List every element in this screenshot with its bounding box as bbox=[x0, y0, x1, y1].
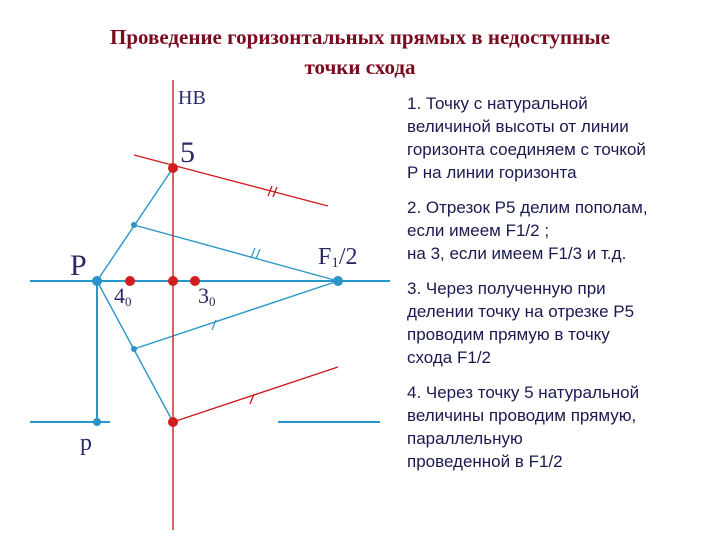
point-f bbox=[333, 276, 343, 286]
line-mid-lower-to-f bbox=[134, 281, 338, 349]
label-4 bbox=[114, 283, 132, 309]
label-3-sub: 0 bbox=[209, 294, 216, 309]
label-p: P bbox=[70, 249, 87, 282]
step-2-line-2: если имеем F1/2 ; bbox=[407, 221, 550, 240]
label-4-sub: 0 bbox=[125, 294, 132, 309]
tick-mark-mid-a bbox=[251, 248, 255, 258]
step-4-line-3: параллельную bbox=[407, 429, 523, 448]
step-4-line-4: проведенной в F1/2 bbox=[407, 452, 563, 471]
label-f-main: F bbox=[318, 244, 332, 270]
step-2-line-1: 2. Отрезок P5 делим пополам, bbox=[407, 198, 648, 217]
step-3-line-3: проводим прямую в точку bbox=[407, 325, 610, 344]
point-p-lower bbox=[93, 418, 101, 426]
parallel-line-upper bbox=[134, 155, 328, 206]
step-1-line-2: величиной высоты от линии bbox=[407, 117, 629, 136]
label-4-main: 4 bbox=[114, 283, 125, 308]
label-f12 bbox=[318, 244, 358, 271]
point-p bbox=[92, 276, 102, 286]
label-hb: HB bbox=[178, 87, 206, 109]
label-5: 5 bbox=[180, 136, 195, 169]
step-2-line-3: на 3, если имеем F1/3 и т.д. bbox=[407, 244, 627, 263]
step-1-line-4: P на линии горизонта bbox=[407, 163, 577, 182]
step-1 bbox=[407, 92, 707, 184]
step-1-line-3: горизонта соединяем с точкой bbox=[407, 140, 646, 159]
label-f-sub: 1 bbox=[331, 255, 339, 271]
label-3-main: 3 bbox=[198, 283, 209, 308]
point-mid-lower bbox=[131, 346, 137, 352]
step-1-line-1: 1. Точку с натуральной bbox=[407, 94, 588, 113]
label-f-den: /2 bbox=[338, 244, 358, 270]
point-axis bbox=[168, 276, 178, 286]
step-4-line-1: 4. Через точку 5 натуральной bbox=[407, 383, 640, 402]
title-line-2: точки схода bbox=[304, 55, 416, 79]
step-4-line-2: величины проводим прямую, bbox=[407, 406, 637, 425]
label-3 bbox=[198, 283, 216, 309]
step-2 bbox=[407, 196, 707, 265]
label-p-lower: p bbox=[80, 430, 92, 456]
step-3-line-1: 3. Через полученную при bbox=[407, 279, 606, 298]
point-base bbox=[168, 417, 178, 427]
point-4 bbox=[125, 276, 135, 286]
parallel-line-lower bbox=[173, 367, 338, 422]
line-mid-upper-to-f bbox=[134, 225, 338, 281]
step-4 bbox=[407, 381, 707, 473]
title-line-1: Проведение горизонтальных прямых в недоступные bbox=[110, 25, 610, 49]
tick-mark-lower-blue bbox=[212, 320, 216, 330]
tick-mark-mid-b bbox=[256, 249, 260, 259]
step-3 bbox=[407, 277, 707, 369]
point-5 bbox=[168, 163, 178, 173]
step-3-line-2: делении точку на отрезке P5 bbox=[407, 302, 635, 321]
point-mid-upper bbox=[131, 222, 137, 228]
instructions bbox=[407, 92, 707, 485]
step-3-line-4: схода F1/2 bbox=[407, 348, 492, 367]
